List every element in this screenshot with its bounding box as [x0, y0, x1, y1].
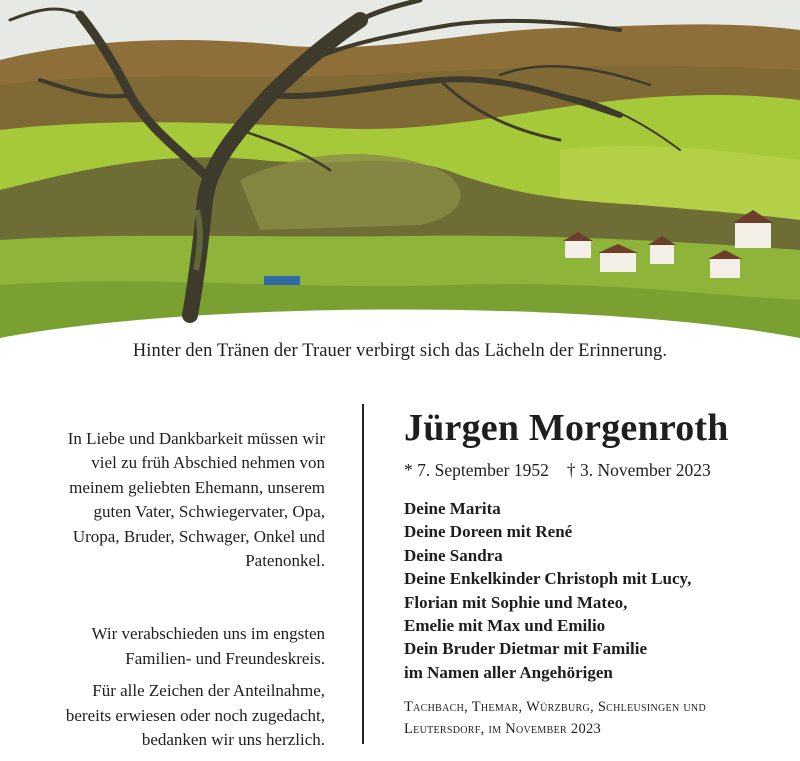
- memorial-quote: Hinter den Tränen der Trauer verbirgt sich das Lächeln der Erinnerung.: [132, 341, 668, 361]
- life-dates: [404, 458, 794, 482]
- mourner-line: Deine Sandra: [404, 545, 503, 565]
- mourner-line: Dein Bruder Dietmar mit Familie: [404, 639, 647, 659]
- places-and-date: Tachbach, Themar, Würzburg, Schleusingen und Leutersdorf, im November 2023: [404, 699, 706, 738]
- mourner-line: Emelie mit Max und Emilio: [404, 616, 606, 636]
- mourner-line: Deine Marita: [404, 499, 501, 518]
- death-date: † 3. November 2023: [566, 460, 711, 480]
- gratitude-paragraph: Für alle Zeichen der Anteilnahme, bereits erwiesen oder noch zugedacht, bedanken wir uns herzlich.: [65, 681, 325, 750]
- mourners-list: [404, 497, 794, 684]
- details-column: [404, 404, 794, 740]
- mourner-line: im Namen aller Angehörigen: [404, 662, 613, 682]
- thanks-column: [20, 427, 325, 752]
- mourner-line: Deine Doreen mit René: [404, 522, 573, 542]
- column-divider: [362, 404, 364, 744]
- mourner-line: Florian mit Sophie und Mateo,: [404, 592, 628, 612]
- farewell-paragraph: Wir verabschieden uns im engsten Familien- und Freundeskreis.: [91, 624, 325, 668]
- mourner-line: Deine Enkelkinder Christoph mit Lucy,: [404, 569, 692, 589]
- landscape-photo: [0, 0, 800, 360]
- birth-date: * 7. September 1952: [404, 460, 549, 480]
- deceased-name: Jürgen Morgenroth: [404, 407, 729, 449]
- announcement-paragraph: In Liebe und Dankbarkeit müssen wir viel zu früh Abschied nehmen von meinem geliebten Ehemann, unserem guten Vater, Schwiegervater, Opa, Uropa, Bruder, Schwager, Onkel und Patenonkel.: [67, 429, 325, 571]
